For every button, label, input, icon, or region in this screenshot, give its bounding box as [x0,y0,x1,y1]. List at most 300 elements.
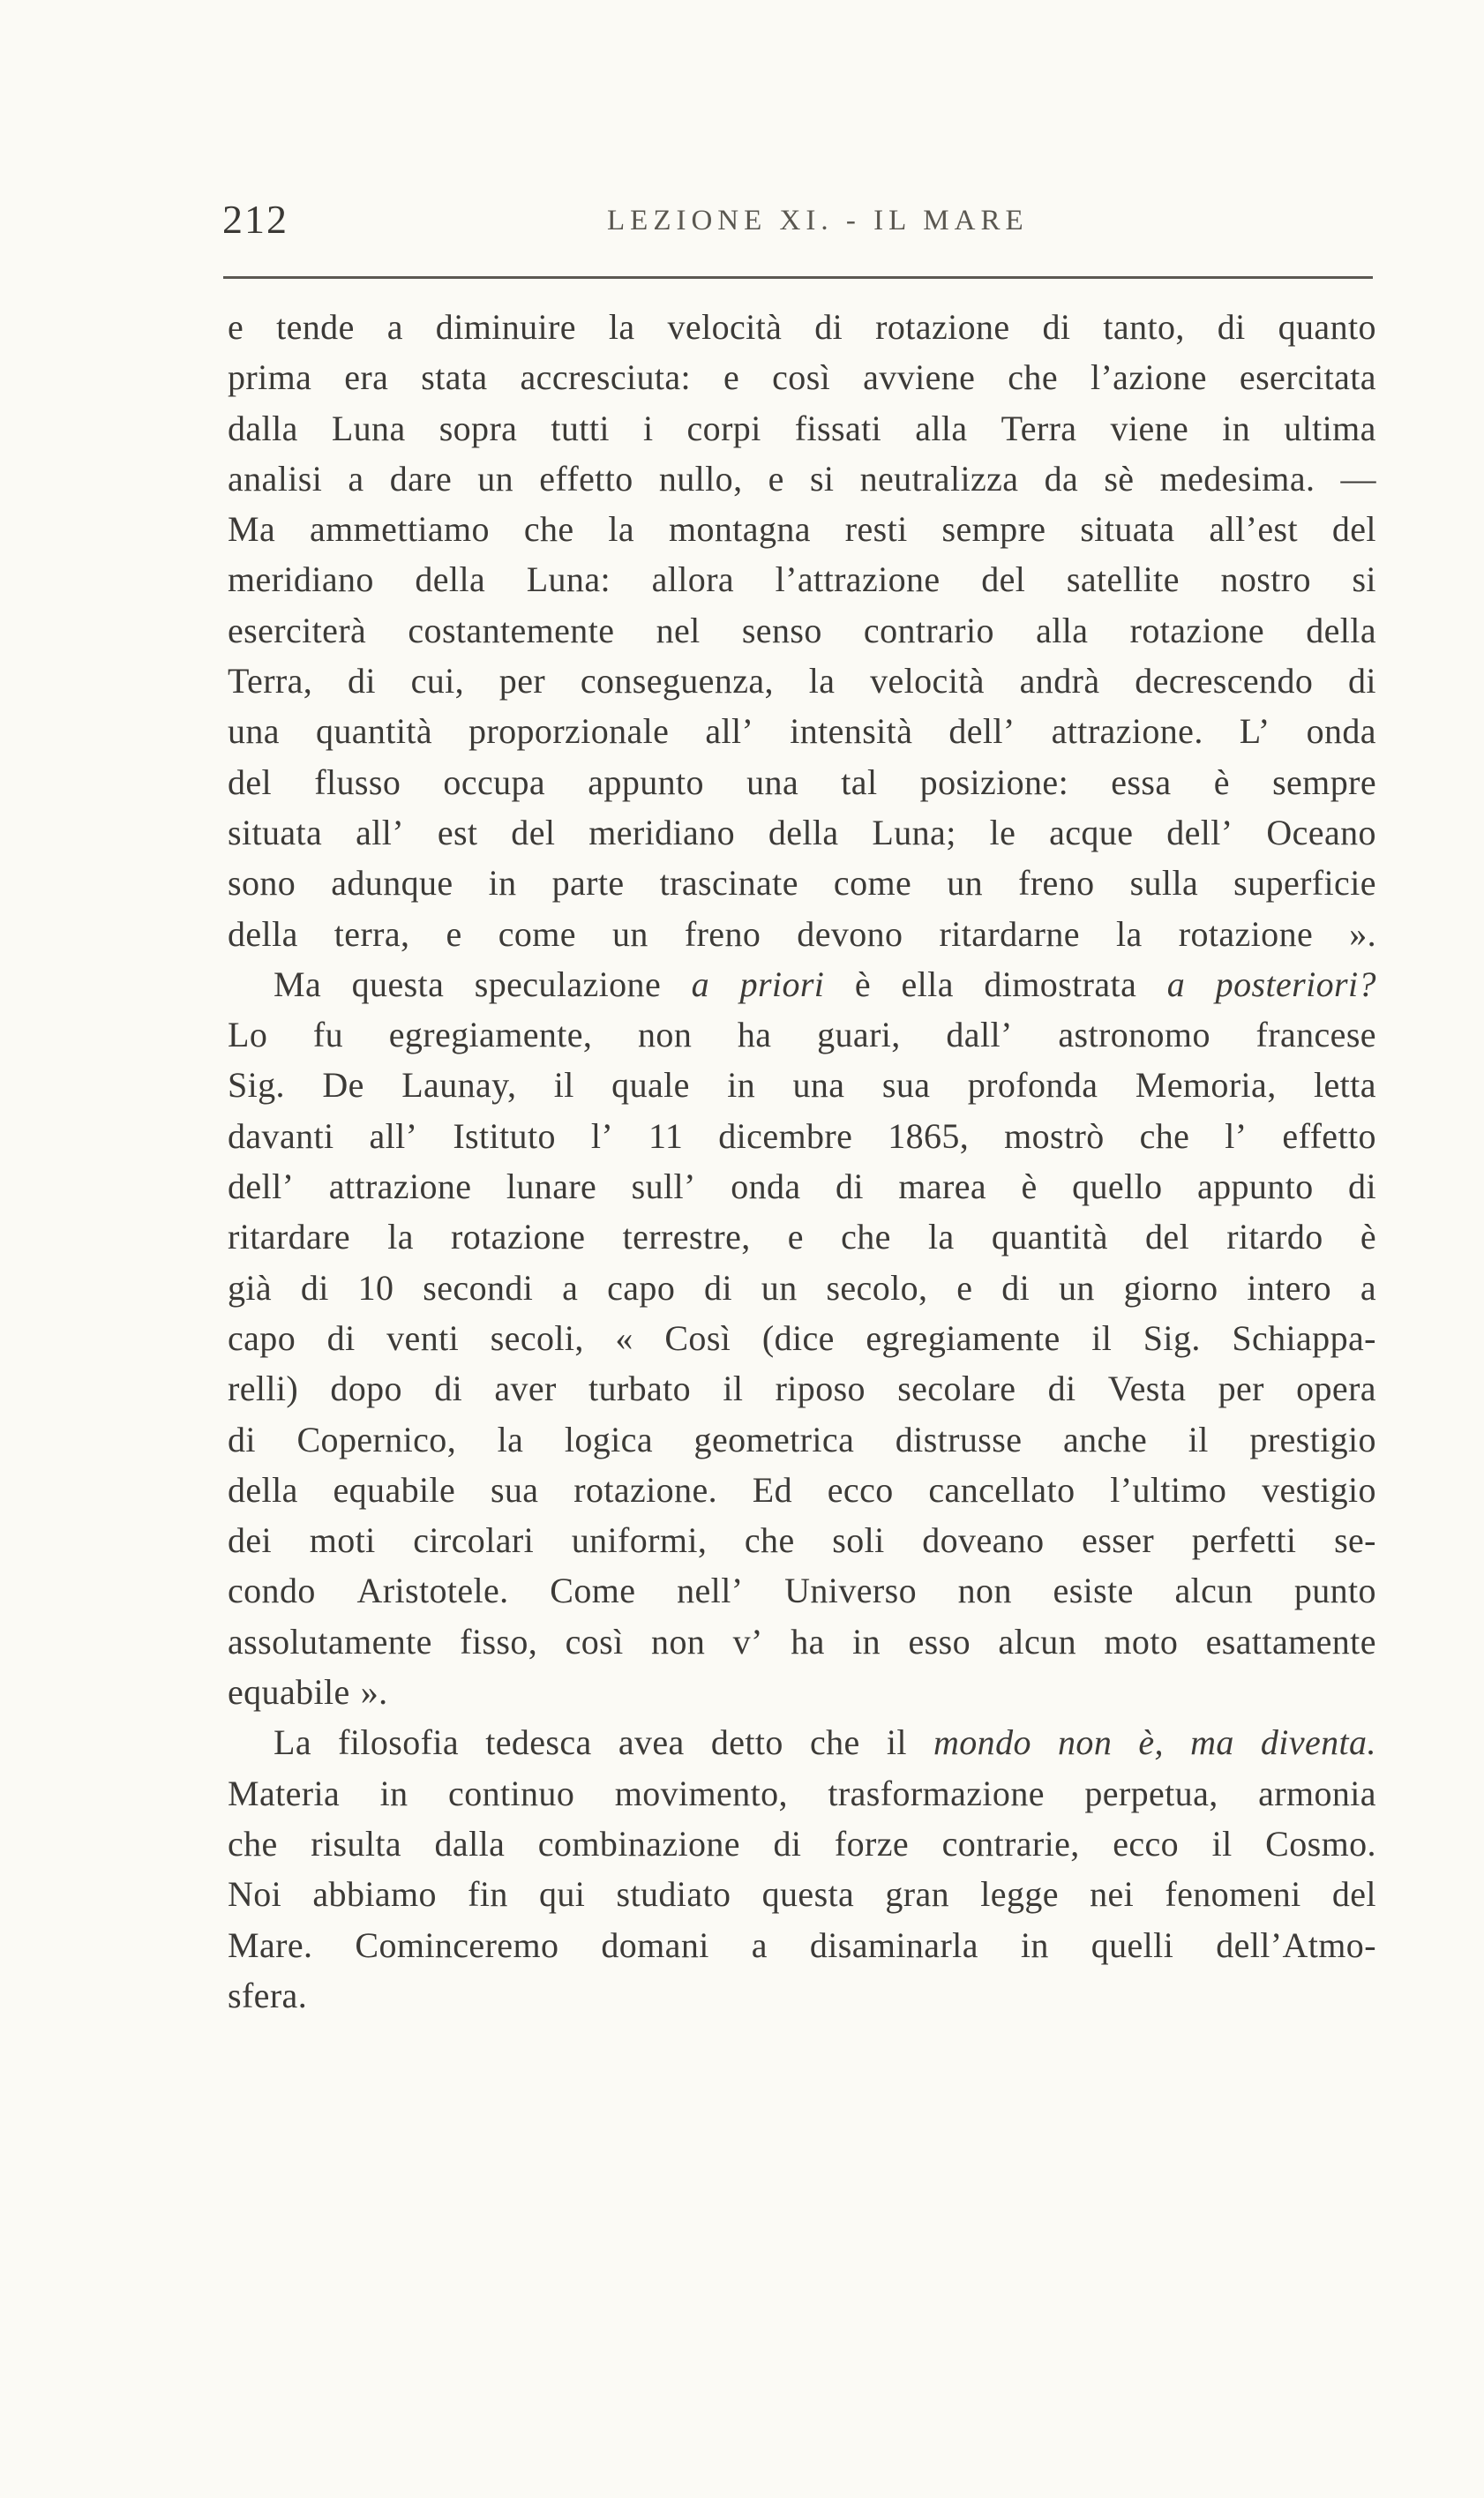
text-line [228,1768,1376,1819]
word: davanti [228,1115,334,1156]
word: 1865, [888,1115,970,1156]
word: tutti [551,408,610,448]
word: geometrica [693,1419,855,1459]
word: costantemente [408,610,615,650]
word: nei [1090,1874,1135,1915]
word: flusso [314,761,401,802]
word: di [773,1823,802,1864]
word: una [792,1065,845,1106]
word: assolutamente [228,1621,432,1662]
word: occupa [443,761,546,802]
word: la [387,1217,414,1257]
word: del [511,812,556,852]
word: di [347,661,376,701]
word: e [768,458,784,499]
text-line [228,302,1376,352]
word: intensità [790,711,913,752]
running-head: LEZIONE XI. - IL MARE [607,205,1029,236]
word: ha [737,1015,772,1055]
word: l’azione [1090,357,1207,398]
word: le [989,812,1016,852]
text-line [228,909,1376,959]
word: a [1166,964,1186,1004]
word: situata [228,812,323,852]
word: posteriori? [1215,964,1376,1004]
word: francese [1255,1015,1376,1055]
word: capo [607,1267,676,1308]
word: alla [915,408,968,448]
word: sono [228,863,296,904]
word: L’ [1239,711,1270,752]
word: proporzionale [468,711,670,752]
text-line [228,1009,1376,1060]
word: una [746,761,799,802]
word: quelli [1091,1924,1174,1965]
word: a [562,1267,579,1308]
word: la [808,661,836,701]
word: all’ [369,1115,418,1156]
text-line [228,1920,1376,1970]
word: punto [1293,1571,1376,1611]
word: sempre [941,509,1046,550]
word: prima [228,357,312,398]
word: in [727,1065,756,1106]
word: eserciterà [228,610,367,650]
word: da [1044,458,1079,499]
word: che [809,1722,860,1763]
text-line [228,605,1376,656]
word: Luna; [872,812,956,852]
text-line [228,959,1376,1009]
word: secolare [897,1369,1016,1409]
word: il [1091,1317,1113,1358]
text-line [228,1060,1376,1110]
word: Luna [331,408,406,448]
word: fissati [794,408,882,448]
word: meridiano [228,559,374,600]
word: Lo [228,1015,268,1055]
word: così [772,357,831,398]
word: meridiano [588,812,735,852]
word: di [300,1267,329,1308]
word: non [638,1015,693,1055]
word: dei [228,1520,273,1561]
word: 10 [357,1267,394,1308]
word: forze [834,1823,910,1864]
word: moto [1104,1621,1179,1662]
word: trascinate [659,863,798,904]
word: prestigio [1249,1419,1376,1459]
word: nel [656,610,701,650]
text-line [228,1819,1376,1869]
word: non [957,1571,1012,1611]
text-line [228,1211,1376,1262]
word: sua [881,1065,931,1106]
word: Universo [784,1571,917,1611]
word: combinazione [537,1823,740,1864]
word: si [1352,559,1376,600]
word: continuo [448,1773,575,1813]
word: Come [550,1571,636,1611]
word: soli [832,1520,885,1561]
word: dalla [228,408,298,448]
word: rotazione [1129,610,1265,650]
word: come [833,863,912,904]
word: velocità [667,307,783,347]
word: ». [360,1672,388,1713]
word: equabile [228,1672,350,1713]
text-line [228,554,1376,604]
word: la [1116,913,1143,954]
word: tedesca [485,1722,592,1763]
text-line [228,352,1376,402]
word: Cosmo. [1265,1823,1376,1864]
word: Aristotele. [356,1571,509,1611]
word: è [1360,1217,1376,1257]
word: quello [1072,1166,1163,1207]
word: all’est [1209,509,1298,550]
word: all’ [356,812,404,852]
word: quale [611,1065,690,1106]
word: andrà [1019,661,1100,701]
word: della [228,1469,298,1510]
word: nostro [1220,559,1311,600]
word: un [947,863,984,904]
word: circolari [413,1520,535,1561]
word: studiato [616,1874,731,1915]
text-line [228,807,1376,858]
word: fin [468,1874,508,1915]
word: sè [1104,458,1135,499]
text-line [228,504,1376,554]
word: contrarie, [941,1823,1080,1864]
word: Così [664,1317,731,1358]
header-rule [223,276,1373,279]
word: astronomo [1058,1015,1210,1055]
word: un [761,1267,798,1308]
word: perfetti [1191,1520,1297,1561]
word: non [1058,1722,1113,1763]
word: opera [1296,1369,1376,1409]
word: Noi [228,1874,282,1915]
word: così [565,1621,624,1662]
word: tal [841,761,878,802]
word: l’ultimo [1110,1469,1227,1510]
word: all’ [705,711,754,752]
word: e [446,913,462,954]
word: esercitata [1239,357,1376,398]
word: in [379,1773,408,1813]
word: fenomeni [1165,1874,1301,1915]
word: del [228,761,273,802]
word: Vesta [1107,1369,1187,1409]
word: esattamente [1205,1621,1376,1662]
word: De [322,1065,364,1106]
word: neutralizza [859,458,1019,499]
word: ella [901,964,954,1004]
word: perpetua, [1084,1773,1218,1813]
word: ecco [827,1469,894,1510]
word: terra, [334,913,410,954]
word: rotazione [875,307,1010,347]
word: La [274,1722,311,1763]
word: sfera. [228,1975,308,2015]
word: sempre [1272,761,1376,802]
text-line [228,858,1376,908]
word: vestigio [1262,1469,1376,1510]
text-line [228,656,1376,706]
word: logica [564,1419,653,1459]
word: secoli, [490,1317,584,1358]
word: Ma [228,509,276,550]
word: cancellato [928,1469,1076,1510]
word: secondi [423,1267,534,1308]
text-line [228,1617,1376,1667]
word: della [228,913,298,954]
word: è, [1138,1722,1164,1763]
text-line [228,1667,1376,1717]
word: per [1218,1369,1264,1409]
word: Istituto [453,1115,556,1156]
word: quantità [315,711,433,752]
word: già [228,1267,273,1308]
word: del [1331,1874,1376,1915]
word: moti [309,1520,376,1561]
word: dell’ [1166,812,1233,852]
word: venti [386,1317,460,1358]
word: freno [1018,863,1095,904]
word: filosofia [338,1722,460,1763]
text-line [228,757,1376,807]
word: ma [1190,1722,1234,1763]
word: aver [494,1369,557,1409]
word: Cominceremo [355,1924,559,1965]
word: di [1348,1166,1376,1207]
word: riposo [775,1369,866,1409]
word: Luna: [526,559,611,600]
text-line [228,1414,1376,1465]
word: situata [1080,509,1175,550]
word: disaminarla [809,1924,978,1965]
word: Materia [228,1773,341,1813]
word: ultima [1284,408,1376,448]
word: Sig. [1143,1317,1201,1358]
word: attrazione [328,1166,472,1207]
word: essa [1111,761,1172,802]
word: esiste [1053,1571,1134,1611]
word: tanto, [1103,307,1185,347]
word: Schiappa- [1232,1317,1376,1358]
word: i [642,408,654,448]
word: di [1042,307,1071,347]
word: 11 [648,1115,684,1156]
word: satellite [1066,559,1180,600]
word: diminuire [435,307,576,347]
word: quanto [1278,307,1376,347]
word: Sig. [228,1065,285,1106]
word: esser [1082,1520,1155,1561]
word: intero [1247,1267,1332,1308]
word: dell’Atmo- [1216,1924,1376,1965]
word: di [814,307,843,347]
word: effetto [539,458,633,499]
word: che [744,1520,795,1561]
word: condo [228,1571,316,1611]
word: sopra [438,408,518,448]
word: il [723,1369,744,1409]
word: l’ [1225,1115,1248,1156]
text-line [228,1515,1376,1565]
word: l’ [590,1115,614,1156]
word: attrazione. [1051,711,1203,752]
word: in [488,863,517,904]
word: adunque [331,863,453,904]
word: risulta [311,1823,402,1864]
word: un [1059,1267,1095,1308]
word: e [228,307,244,347]
word: marea [898,1166,987,1207]
word: senso [741,610,822,650]
word: dell’ [948,711,1016,752]
word: viene [1110,408,1189,448]
word: dopo [330,1369,402,1409]
word: onda [1306,711,1376,752]
word: egregiamente, [388,1015,593,1055]
word: freno [684,913,761,954]
word: cui, [410,661,465,701]
word: sulla [1129,863,1199,904]
word: a [1360,1267,1376,1308]
word: appunto [588,761,704,802]
text-line [228,1869,1376,1919]
word: del [1145,1217,1190,1257]
word: dell’ [228,1166,295,1207]
word: parte [551,863,625,904]
word: accresciuta: [520,357,692,398]
word: nullo, [658,458,743,499]
word: legge [980,1874,1059,1915]
text-line [228,1161,1376,1211]
word: di [836,1166,864,1207]
text-line [228,403,1376,454]
word: a [386,307,403,347]
word: corpi [686,408,761,448]
word: v’ [732,1621,763,1662]
word: se- [1334,1520,1376,1561]
word: la [608,509,635,550]
body-text [228,302,1376,2021]
word: est [437,812,478,852]
word: che [1008,357,1058,398]
word: — [1340,458,1376,499]
word: ritardare [228,1217,351,1257]
word: dare [389,458,453,499]
word: abbiamo [312,1874,437,1915]
word: trasformazione [828,1773,1045,1813]
word: turbato [588,1369,692,1409]
word: ammettiamo [310,509,490,550]
word: priori [739,964,825,1004]
word: sua [490,1469,539,1510]
word: di [1217,307,1246,347]
word: tende [276,307,355,347]
word: rotazione [1178,913,1314,954]
word: onda [731,1166,801,1207]
word: alcun [1174,1571,1254,1611]
word: acque [1049,812,1134,852]
word: capo [228,1317,296,1358]
word: di [1047,1369,1076,1409]
word: quantità [991,1217,1108,1257]
word: giorno [1123,1267,1218,1308]
word: un [477,458,514,499]
text-line [228,1970,1376,2021]
word: del [1331,509,1376,550]
word: relli) [228,1369,299,1409]
word: profonda [967,1065,1098,1106]
word: nell’ [677,1571,744,1611]
word: contrario [863,610,994,650]
word: che [228,1823,278,1864]
word: movimento, [614,1773,788,1813]
word: di [228,1419,256,1459]
word: il [1188,1419,1209,1459]
word: Ed [752,1469,793,1510]
word: speculazione [474,964,662,1004]
text-line [228,454,1376,504]
word: resti [844,509,908,550]
word: Ma [274,964,322,1004]
text-line [228,1717,1376,1767]
word: della [768,812,839,852]
word: devono [797,913,903,954]
word: letta [1314,1065,1376,1106]
word: che [1139,1115,1190,1156]
text-line [228,1465,1376,1515]
word: questa [761,1874,855,1915]
word: anche [1062,1419,1148,1459]
word: medesima. [1159,458,1315,499]
word: a [348,458,364,499]
word: il [886,1722,907,1763]
word: decrescendo [1135,661,1314,701]
word: alcun [998,1621,1077,1662]
word: avviene [863,357,976,398]
word: Memoria, [1135,1065,1277,1106]
word: Terra, [228,661,313,701]
word: appunto [1196,1166,1314,1207]
word: questa [351,964,445,1004]
word: di [434,1369,463,1409]
word: un [611,913,648,954]
word: equabile [333,1469,456,1510]
word: dalla [434,1823,506,1864]
word: della [415,559,486,600]
word: « [615,1317,633,1358]
word: e [956,1267,973,1308]
word: Launay, [401,1065,517,1106]
word: egregiamente [866,1317,1061,1358]
word: detto [710,1722,783,1763]
text-line [228,706,1376,756]
word: posizione: [919,761,1069,802]
word: superficie [1233,863,1376,904]
word: guari, [817,1015,901,1055]
word: effetto [1282,1115,1376,1156]
text-line [228,1111,1376,1161]
word: doveano [922,1520,1045,1561]
page-header [194,196,1373,249]
